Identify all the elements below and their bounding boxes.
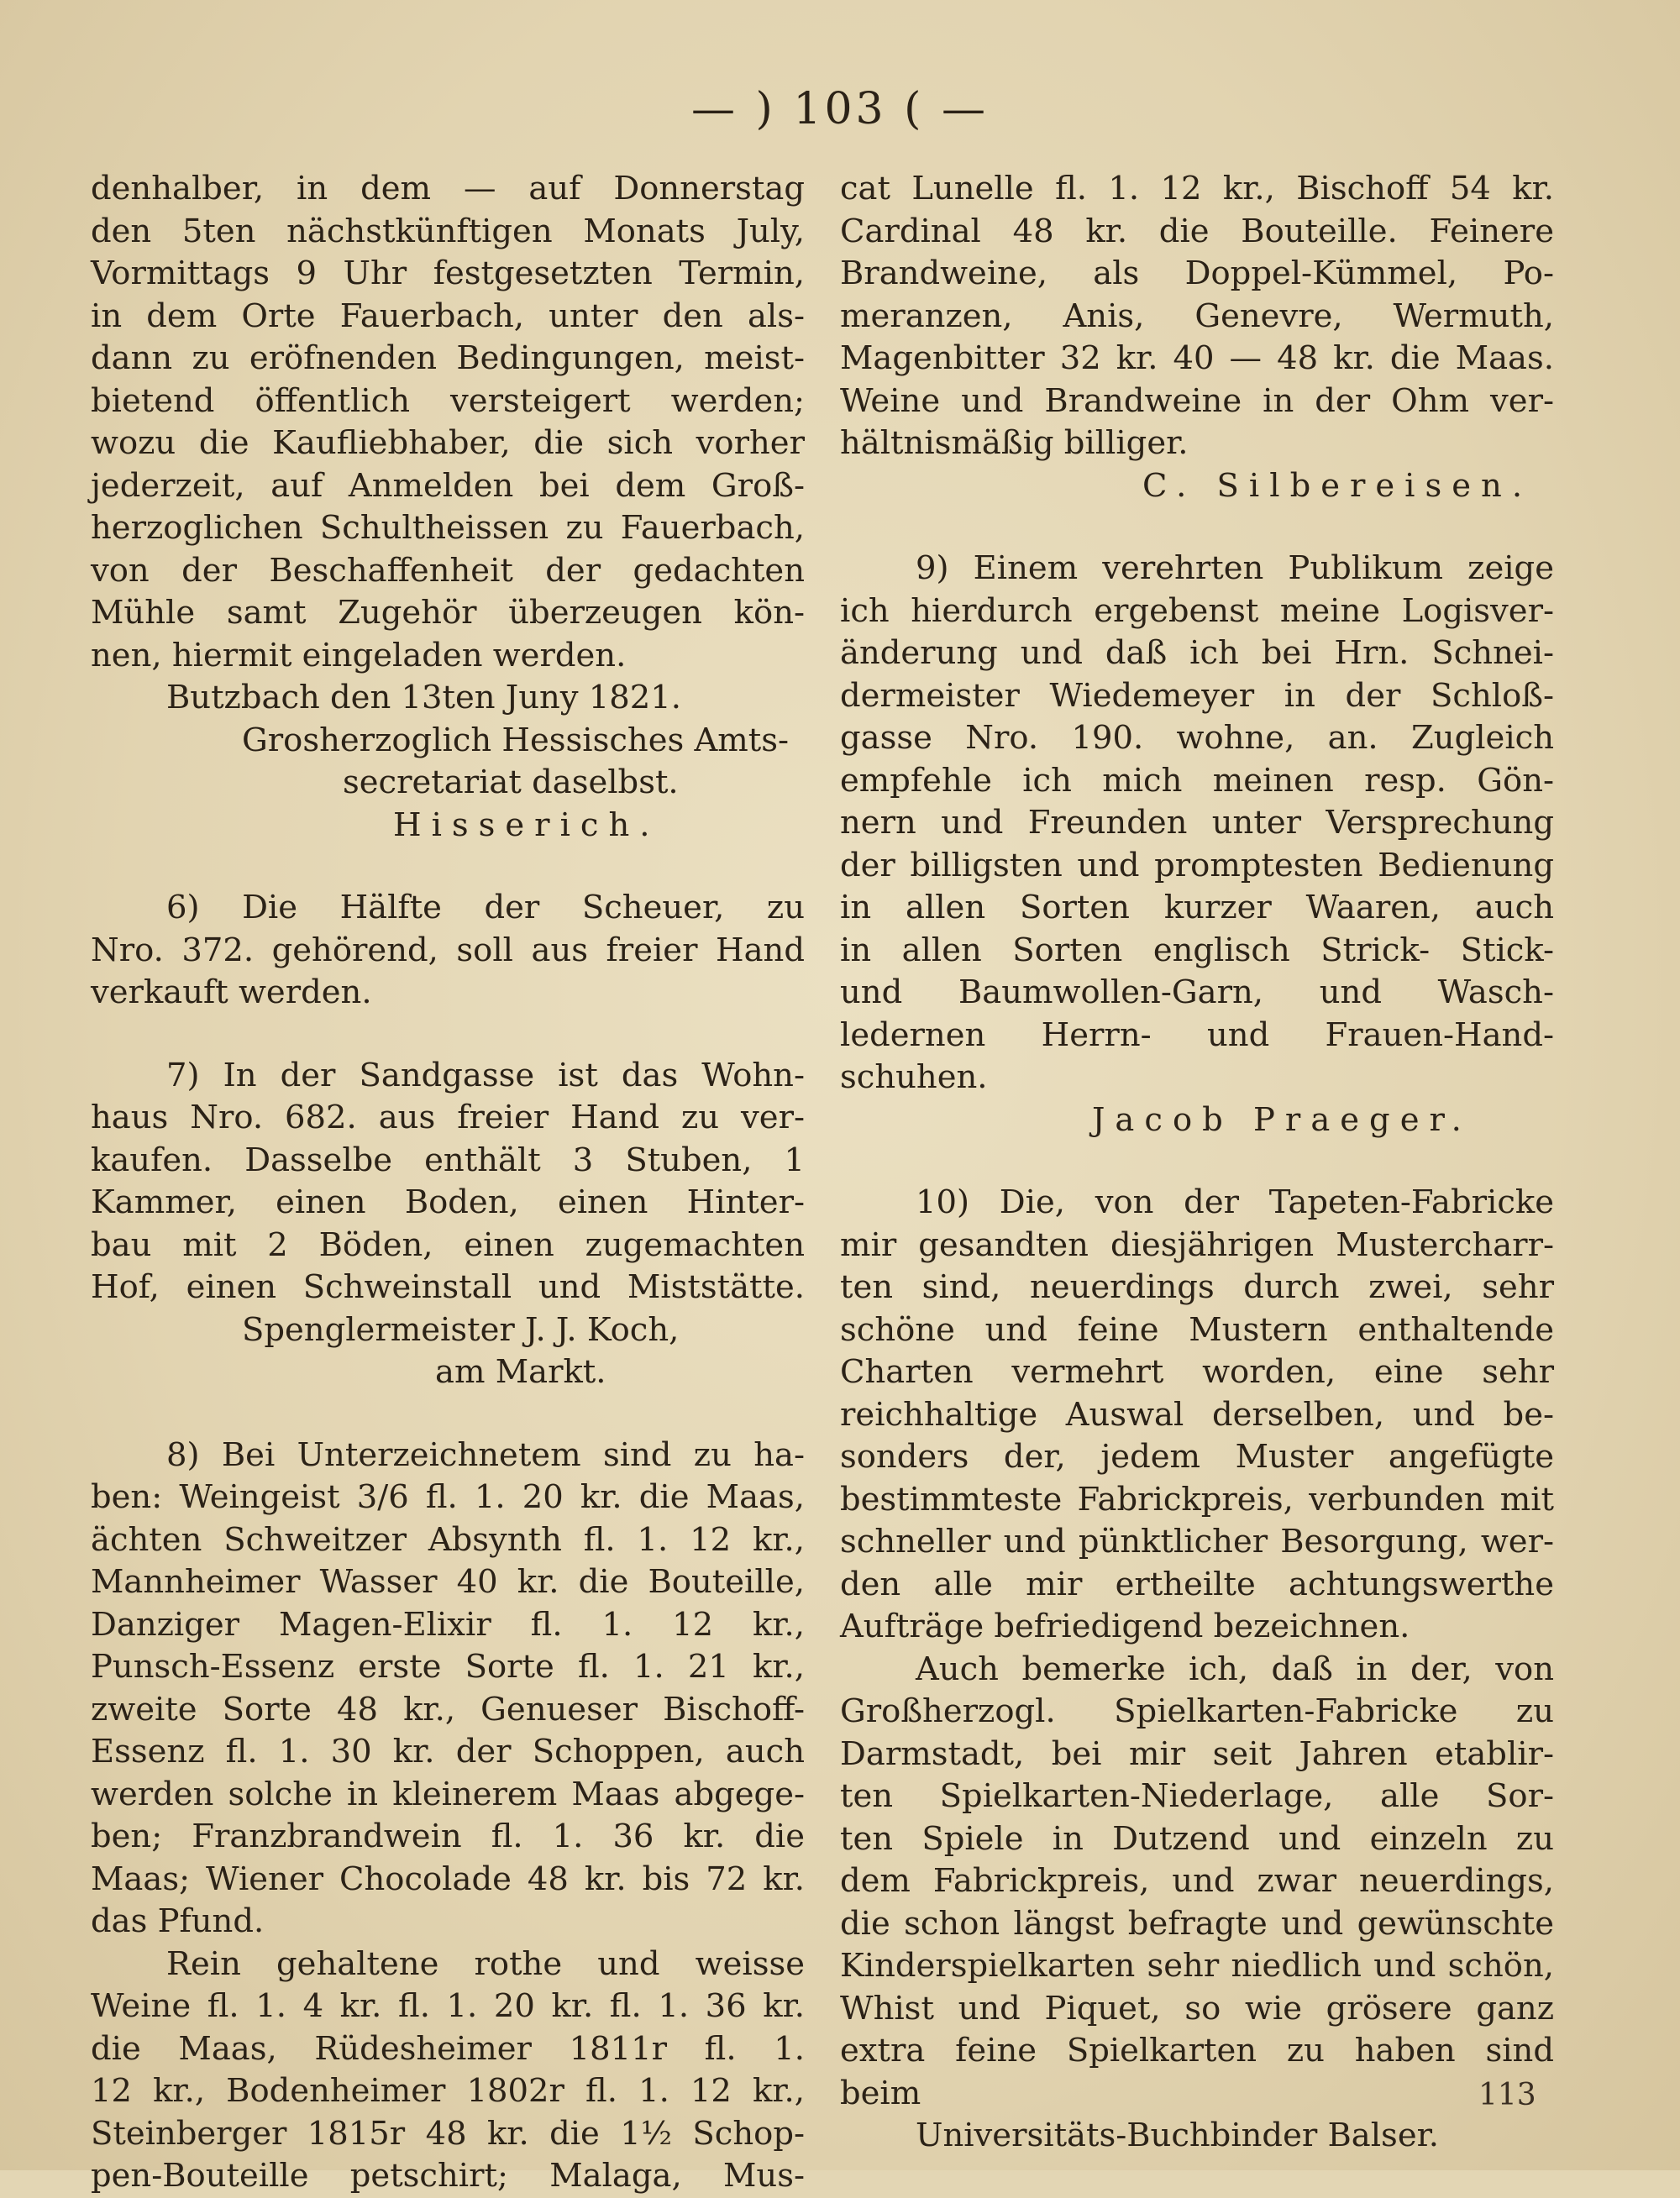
text-line: Auch bemerke ich, daß in der, von (916, 1650, 1554, 1688)
text-line: verkauft werden. (91, 973, 372, 1011)
text-line: gasse Nro. 190. wohne, an. Zugleich (840, 719, 1554, 757)
text-line: ich hierdurch ergebenst meine Logisver- (840, 591, 1554, 630)
text-line: nern und Freunden unter Versprechung (840, 804, 1554, 842)
text-line: werden solche in kleinerem Maas abgege- (91, 1775, 805, 1813)
text-line: Brandweine, als Doppel-Kümmel, Po- (840, 254, 1554, 292)
date-line: Butzbach den 13ten Juny 1821. (166, 679, 682, 716)
text-line: Maas; Wiener Chocolade 48 kr. bis 72 kr. (91, 1860, 805, 1898)
signature-line: am Markt. (435, 1353, 606, 1391)
notice-6-start: 6) Die Hälfte der Scheuer, zu (166, 889, 805, 926)
signature-name: C. Silbereisen. (1142, 466, 1533, 505)
text-line: zweite Sorte 48 kr., Genueser Bischoff- (91, 1690, 805, 1728)
text-line: Whist und Piquet, so wie grösere ganz (840, 1989, 1554, 2028)
text-line: Rein gehaltene rothe und weisse (166, 1944, 805, 1983)
text-line: Großherzogl. Spielkarten-Fabricke zu (840, 1692, 1554, 1730)
text-line: mir gesandten diesjährigen Mustercharr- (840, 1225, 1554, 1264)
text-line: Danziger Magen-Elixir fl. 1. 12 kr., (91, 1605, 805, 1644)
text-line: die schon längst befragte und gewünschte (840, 1904, 1554, 1943)
text-line: das Pfund. (91, 1902, 265, 1940)
text-line: Darmstadt, bei mir seit Jahren etablir- (840, 1734, 1554, 1773)
text-line: ben; Franzbrandwein fl. 1. 36 kr. die (91, 1818, 805, 1855)
text-line: von der Beschaffenheit der gedachten (91, 551, 805, 590)
text-line: cat Lunelle fl. 1. 12 kr., Bischoff 54 kr. (840, 170, 1554, 207)
text-line: ten Spiele in Dutzend und einzeln zu (840, 1819, 1554, 1858)
notice-9-start: 9) Einem verehrten Publikum zeige (916, 549, 1554, 587)
text-line: Nro. 372. gehörend, soll aus freier Hand (91, 931, 805, 969)
text-line: Kammer, einen Boden, einen Hinter- (91, 1183, 805, 1221)
text-line: Aufträge befriedigend bezeichnen. (840, 1608, 1410, 1645)
signature-name: Hisserich. (393, 805, 660, 844)
signature-line: Universitäts-Buchbinder Balser. (916, 2117, 1440, 2154)
text-line: Vormittags 9 Uhr festgesetzten Termin, (91, 254, 805, 292)
text-line: die Maas, Rüdesheimer 1811r fl. 1. (91, 2029, 805, 2068)
notice-10-start: 10) Die, von der Tapeten-Fabricke (916, 1183, 1554, 1221)
text-line: Mannheimer Wasser 40 kr. die Bouteille, (91, 1563, 805, 1601)
text-line: in dem Orte Fauerbach, unter den als- (91, 296, 805, 335)
text-line: ledernen Herrn- und Frauen-Hand- (840, 1015, 1554, 1054)
text-line: herzoglichen Schultheissen zu Fauerbach, (91, 509, 805, 547)
text-line: bietend öffentlich versteigert werden; (91, 381, 805, 420)
signature-line: secretariat daselbst. (343, 763, 679, 801)
notice-7-start: 7) In der Sandgasse ist das Wohn- (166, 1056, 805, 1094)
text-line: hältnismäßig billiger. (840, 424, 1189, 462)
text-line: schuhen. (840, 1058, 988, 1096)
text-line: haus Nro. 682. aus freier Hand zu ver- (91, 1099, 805, 1136)
text-line: pen-Bouteille petschirt; Malaga, Mus- (91, 2157, 805, 2195)
text-line: schöne und feine Mustern enthaltende (840, 1310, 1554, 1349)
text-line: den alle mir ertheilte achtungswerthe (840, 1565, 1554, 1603)
text-line: und Baumwollen-Garn, und Wasch- (840, 973, 1554, 1011)
notice-8-start: 8) Bei Unterzeichnetem sind zu ha- (166, 1435, 805, 1474)
text-line: Kinderspielkarten sehr niedlich und schön, (840, 1947, 1554, 1985)
signature-name: Jacob Praeger. (1092, 1100, 1472, 1139)
page-number-header: — ) 103 ( — (691, 84, 989, 134)
text-line: dem Fabrickpreis, und zwar neuerdings, (840, 1862, 1554, 1900)
text-line: ächten Schweitzer Absynth fl. 1. 12 kr., (91, 1520, 805, 1559)
text-line: ten sind, neuerdings durch zwei, sehr (840, 1268, 1554, 1306)
text-line: den 5ten nächstkünftigen Monats July, (91, 212, 805, 250)
text-line: nen, hiermit eingeladen werden. (91, 636, 627, 674)
text-line: bau mit 2 Böden, einen zugemachten (91, 1225, 805, 1264)
text-line: Magenbitter 32 kr. 40 — 48 kr. die Maas. (840, 339, 1554, 377)
text-line: bestimmteste Fabrickpreis, verbunden mit (840, 1480, 1554, 1519)
text-line: dermeister Wiedemeyer in der Schloß- (840, 676, 1554, 715)
text-line: Cardinal 48 kr. die Bouteille. Feinere (840, 212, 1554, 250)
text-line: Essenz fl. 1. 30 kr. der Schoppen, auch (91, 1733, 805, 1770)
text-line: jederzeit, auf Anmelden bei dem Groß- (91, 466, 805, 505)
text-line: wozu die Kaufliebhaber, die sich vorher (91, 424, 805, 462)
text-line: ten Spielkarten-Niederlage, alle Sor- (840, 1777, 1554, 1815)
text-line: der billigsten und promptesten Bedienung (840, 846, 1554, 884)
text-line: 12 kr., Bodenheimer 1802r fl. 1. 12 kr., (91, 2072, 805, 2110)
text-line: Weine fl. 1. 4 kr. fl. 1. 20 kr. fl. 1. 36 kr. (91, 1987, 805, 2025)
text-line: reichhaltige Auswal derselben, und be- (840, 1395, 1554, 1434)
text-line: Steinberger 1815r 48 kr. die 1½ Schop- (91, 2114, 805, 2153)
text-line: Hof, einen Schweinstall und Miststätte. (91, 1268, 805, 1306)
text-line: änderung und daß ich bei Hrn. Schnei- (840, 634, 1554, 672)
text-line: meranzen, Anis, Genevre, Wermuth, (840, 296, 1554, 335)
text-line: denhalber, in dem — auf Donnerstag (91, 170, 805, 207)
right-column (840, 168, 1554, 2158)
text-line: beim (840, 2074, 921, 2112)
text-line: sonders der, jedem Muster angefügte (840, 1438, 1554, 1476)
sheet-signature-mark: 113 (1478, 2078, 1536, 2112)
signature-line: Spenglermeister J. J. Koch, (242, 1310, 680, 1349)
text-line: empfehle ich mich meinen resp. Gön- (840, 761, 1554, 800)
left-column (91, 168, 805, 2198)
text-line: extra feine Spielkarten zu haben sind (840, 2032, 1554, 2069)
text-line: Charten vermehrt worden, eine sehr (840, 1353, 1554, 1391)
text-line: Mühle samt Zugehör überzeugen kön- (91, 594, 805, 632)
signature-line: Grosherzoglich Hessisches Amts- (242, 721, 790, 759)
text-line: in allen Sorten englisch Strick- Stick- (840, 931, 1554, 969)
text-line: ben: Weingeist 3/6 fl. 1. 20 kr. die Maas, (91, 1478, 805, 1516)
text-line: dann zu eröfnenden Bedingungen, meist- (91, 339, 805, 377)
text-line: Weine und Brandweine in der Ohm ver- (840, 381, 1554, 420)
text-line: in allen Sorten kurzer Waaren, auch (840, 889, 1554, 926)
text-line: kaufen. Dasselbe enthält 3 Stuben, 1 (91, 1141, 805, 1179)
text-line: Punsch-Essenz erste Sorte fl. 1. 21 kr., (91, 1648, 805, 1686)
text-line: schneller und pünktlicher Besorgung, wer- (840, 1523, 1554, 1561)
